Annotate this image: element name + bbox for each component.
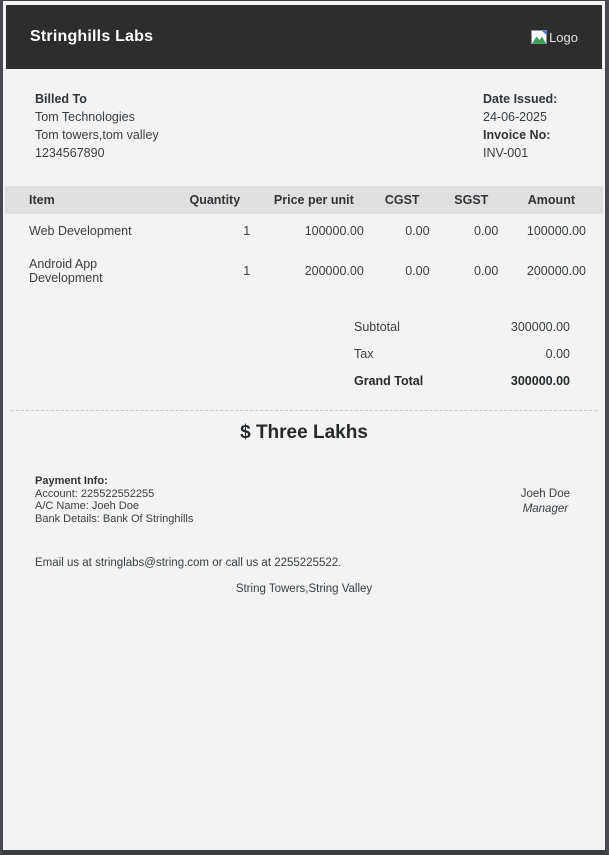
signature-block [521,487,570,517]
invoice-no-label: Invoice No: [483,128,551,142]
dashed-divider [11,410,597,411]
item-cgst: 0.00 [405,264,430,278]
date-issued-label: Date Issued: [483,92,558,106]
invoice-header [6,5,602,69]
logo [531,30,578,45]
payment-info-block [35,475,193,525]
table-row [5,214,603,247]
grand-total-row [354,374,570,388]
address-line: String Towers,String Valley [235,583,373,595]
col-header-item: Item [5,186,166,214]
billed-to-address: Tom towers,tom valley [35,128,159,142]
tax-value: 0.00 [545,347,570,361]
item-cgst: 0.00 [405,224,430,238]
subtotal-row [354,320,570,334]
col-header-amount: Amount [498,186,603,214]
header-row [5,186,603,214]
item-quantity: 1 [243,224,251,238]
item-amount: 200000.00 [526,264,586,278]
billed-to-name: Tom Technologies [35,110,135,124]
payment-ac-name: A/C Name: Joeh Doe [35,500,139,512]
billing-meta-section [5,69,603,162]
items-table-header [5,186,603,214]
item-name: Web Development [29,224,132,238]
signatory-name: Joeh Doe [520,488,570,500]
billed-to-phone: 1234567890 [35,146,105,160]
col-header-sgst: SGST [430,186,499,214]
invoice-no-value: INV-001 [483,146,529,160]
item-sgst: 0.00 [473,264,499,278]
contact-line: Email us at stringlabs@string.com or call us at 2255225522. [35,557,342,569]
items-table [5,186,603,294]
tax-label: Tax [354,347,374,361]
payment-info-label: Payment Info: [35,475,108,487]
signatory-title: Manager [522,503,569,515]
item-name: Android App Development [29,257,103,285]
tax-row [354,347,570,361]
amount-in-words: $ Three Lakhs [240,422,368,443]
invoice-body [3,1,605,599]
logo-alt-text: Logo [549,29,578,45]
payment-account: Account: 225522552255 [35,487,155,500]
item-quantity: 1 [243,264,251,278]
payment-bank-details: Bank Details: Bank Of Stringhills [35,512,194,525]
invoice-meta-block [483,90,573,162]
grand-total-label: Grand Total [354,374,424,388]
col-header-cgst: CGST [364,186,430,214]
totals-block [354,320,570,388]
subtotal-value: 300000.00 [510,320,570,334]
col-header-price: Price per unit [250,186,364,214]
item-price: 100000.00 [304,224,364,238]
item-sgst: 0.00 [473,224,499,238]
billed-to-block [35,90,159,162]
item-amount: 100000.00 [526,224,586,238]
col-header-quantity: Quantity [166,186,250,214]
item-price: 200000.00 [304,264,364,278]
payment-signature-section [5,444,603,525]
subtotal-label: Subtotal [354,320,400,334]
billed-to-label: Billed To [35,92,87,106]
table-row [5,247,603,294]
date-issued-value: 24-06-2025 [483,110,547,124]
broken-image-icon [531,30,548,45]
grand-total-value: 300000.00 [510,374,570,388]
company-name: Stringhills Labs [30,28,154,45]
